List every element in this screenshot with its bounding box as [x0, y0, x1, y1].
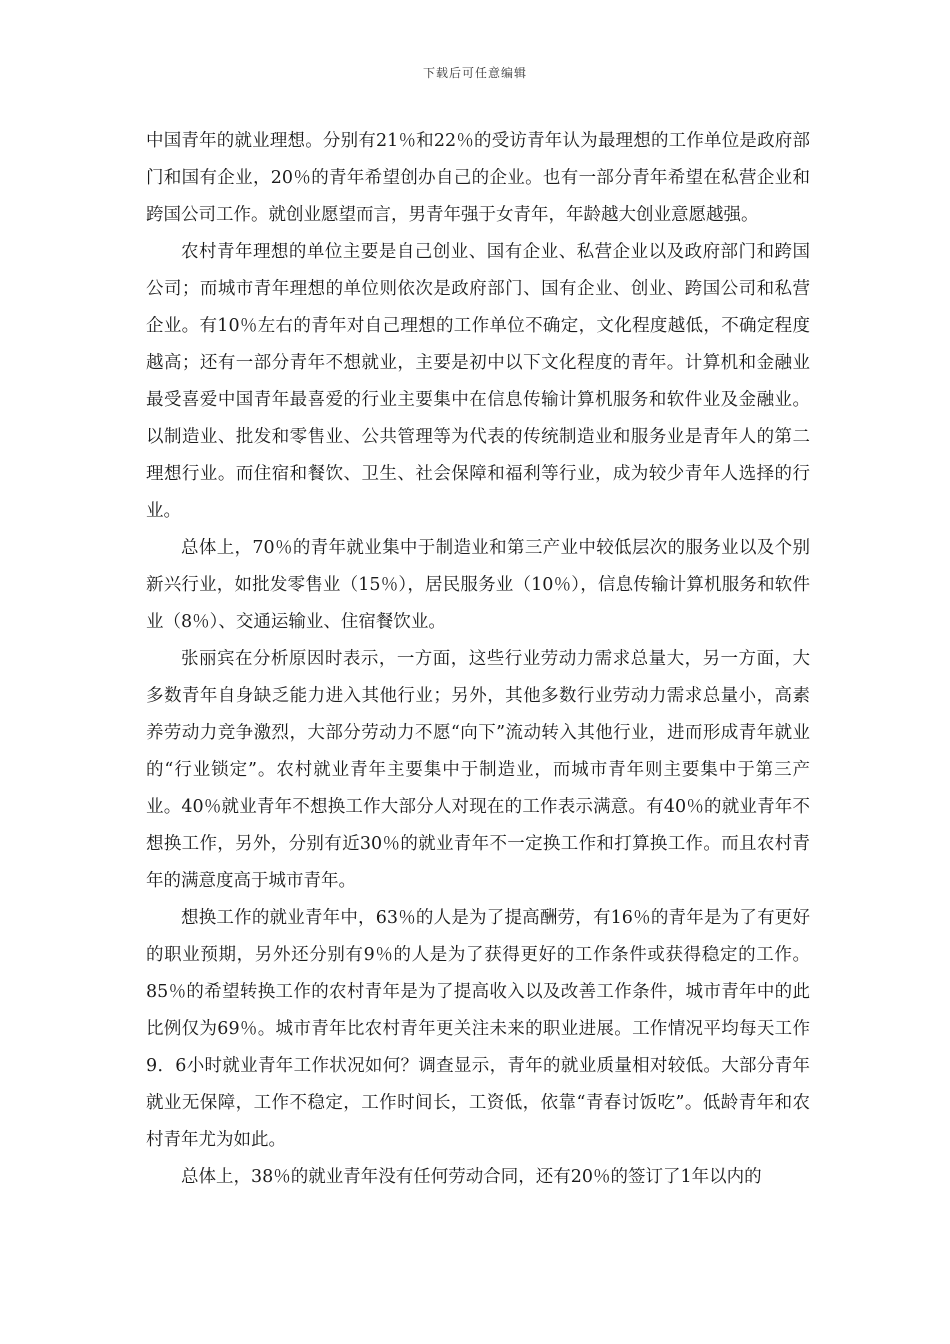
page-header: 下载后可任意编辑	[422, 66, 527, 80]
paragraph-4: 张丽宾在分析原因时表示，一方面，这些行业劳动力需求总量大，另一方面，大多数青年自身缺乏能力进入其他行业；另外，其他多数行业劳动力需求总量小，高素养劳动力竞争激烈，大部分劳动力不愿“向下”流动转入其他行业，进而形成青年就业的“行业锁定”。农村就业青年主要集中于制造业，而城市青年则主要集中于第三产业。40％就业青年不想换工作大部分人对现在的工作表示满意。有40％的就业青年不想换工作，另外，分别有近30％的就业青年不一定换工作和打算换工作。而且农村青年的满意度高于城市青年。	[146, 649, 810, 891]
paragraph-1: 中国青年的就业理想。分别有21％和22％的受访青年认为最理想的工作单位是政府部门和国有企业，20％的青年希望创办自己的企业。也有一部分青年希望在私营企业和跨国公司工作。就创业愿望而言，男青年强于女青年，年龄越大创业意愿越强。	[146, 131, 810, 225]
paragraph-2: 农村青年理想的单位主要是自己创业、国有企业、私营企业以及政府部门和跨国公司；而城市青年理想的单位则依次是政府部门、国有企业、创业、跨国公司和私营企业。有10％左右的青年对自己理想的工作单位不确定，文化程度越低，不确定程度越高；还有一部分青年不想就业，主要是初中以下文化程度的青年。计算机和金融业最受喜爱中国青年最喜爱的行业主要集中在信息传输计算机服务和软件业及金融业。以制造业、批发和零售业、公共管理等为代表的传统制造业和服务业是青年人的第二理想行业。而住宿和餐饮、卫生、社会保障和福利等行业，成为较少青年人选择的行业。	[146, 242, 810, 521]
paragraph-3: 总体上，70％的青年就业集中于制造业和第三产业中较低层次的服务业以及个别新兴行业，如批发零售业（15％），居民服务业（10％），信息传输计算机服务和软件业（8％）、交通运输业、住宿餐饮业。	[146, 538, 810, 632]
paragraph-5: 想换工作的就业青年中，63％的人是为了提高酬劳，有16％的青年是为了有更好的职业预期，另外还分别有9％的人是为了获得更好的工作条件或获得稳定的工作。85％的希望转换工作的农村青年是为了提高收入以及改善工作条件，城市青年中的此比例仅为69％。城市青年比农村青年更关注未来的职业进展。工作情况平均每天工作9．6小时就业青年工作状况如何？调查显示，青年的就业质量相对较低。大部分青年就业无保障，工作不稳定，工作时间长，工资低，依靠“青春讨饭吃”。低龄青年和农村青年尤为如此。	[146, 908, 810, 1150]
paragraph-6: 总体上，38％的就业青年没有任何劳动合同，还有20％的签订了1年以内的	[181, 1167, 762, 1187]
document-body	[146, 123, 810, 1196]
